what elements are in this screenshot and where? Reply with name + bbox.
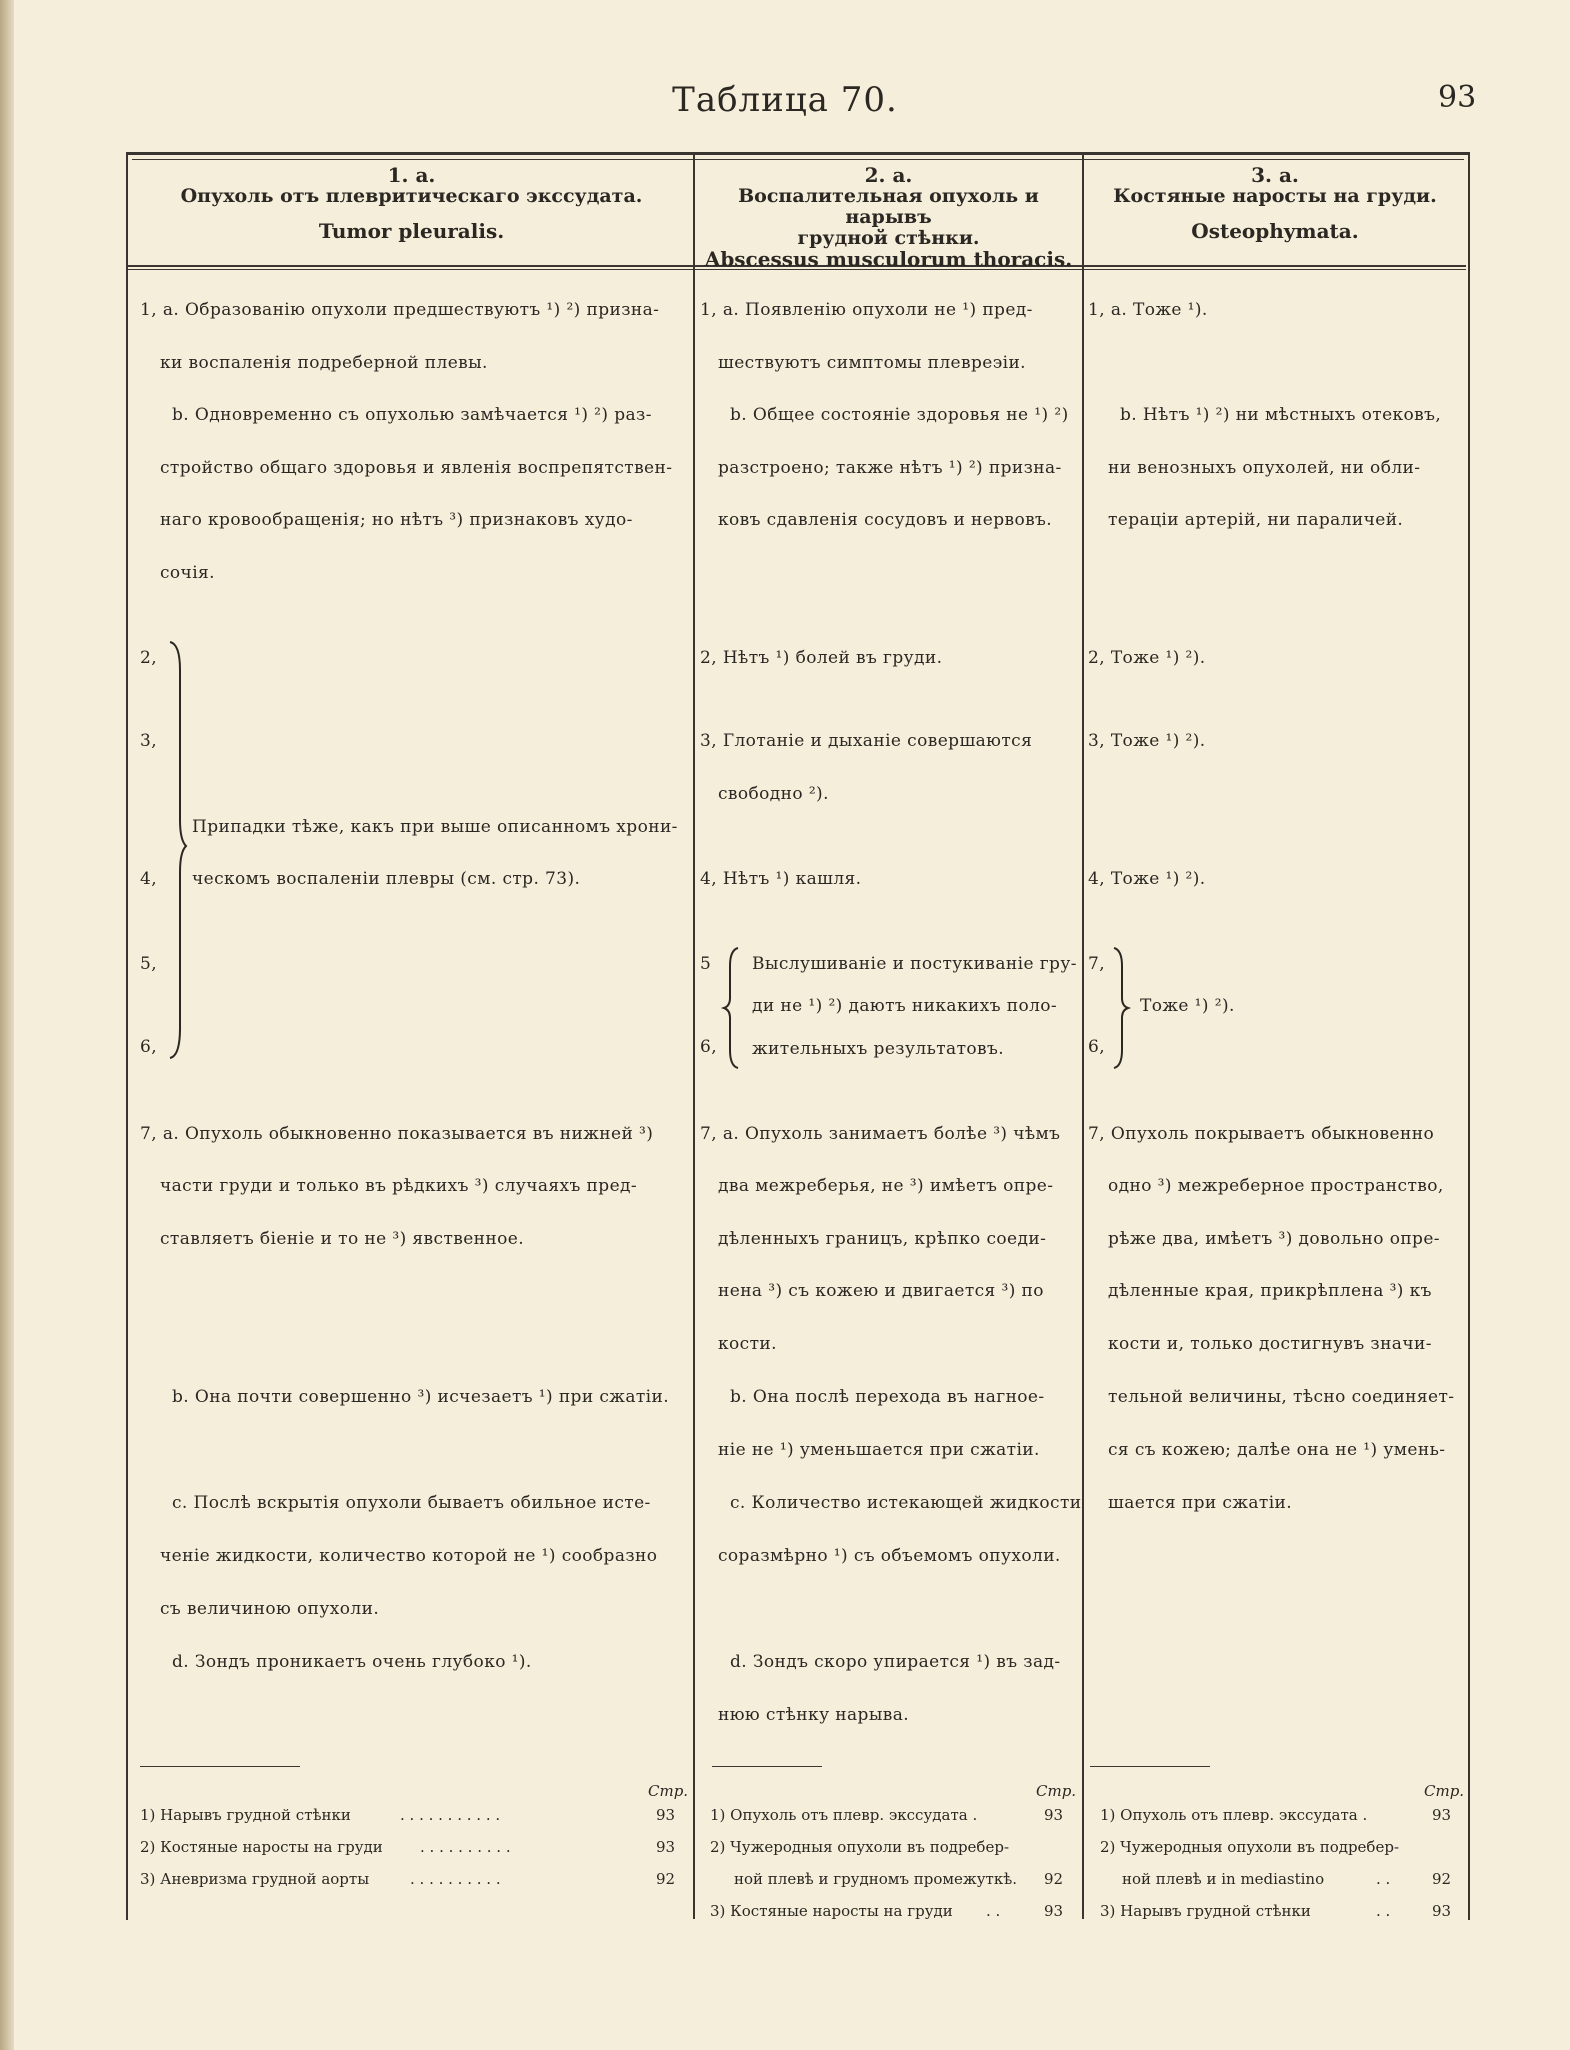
- col2-line: 7, а. Опухоль занимаетъ болѣе ³) чѣмъ: [700, 1124, 1061, 1144]
- col2-line: нюю стѣнку нарыва.: [718, 1705, 910, 1725]
- column-latin-title: Tumor pleuralis.: [318, 219, 505, 243]
- column-divider: [1082, 152, 1084, 1919]
- footnote-text: ной плевѣ и in mediastino: [1122, 1870, 1325, 1888]
- footnote-leader: . . . . . . . . . .: [420, 1838, 511, 1856]
- column-number: 3.: [1251, 163, 1272, 187]
- col1-item-number: 3,: [140, 731, 158, 751]
- page-number: 93: [1438, 80, 1477, 115]
- col3-line: дѣленные края, прикрѣплена ³) къ: [1108, 1281, 1432, 1301]
- col3-line: 2, Тоже ¹) ²).: [1088, 648, 1206, 668]
- footnote-text: 1) Нарывъ грудной стѣнки: [140, 1806, 351, 1824]
- page-title: Таблица 70.: [672, 80, 898, 120]
- col2-item-number: 6,: [700, 1037, 718, 1057]
- col1-line: d. Зондъ проникаетъ очень глубоко ¹).: [172, 1652, 532, 1672]
- page-ref-label: Стр.: [1424, 1782, 1465, 1800]
- footnote-text: 3) Нарывъ грудной стѣнки: [1100, 1902, 1311, 1920]
- book-spine-shadow: [0, 0, 14, 2050]
- col2-line: b. Общее состояніе здоровья не ¹) ²): [730, 405, 1069, 425]
- col3-brace-text: Тоже ¹) ²).: [1140, 996, 1235, 1016]
- column-header-3: [1084, 165, 1466, 261]
- col3-line: тельной величины, тѣсно соединяет-: [1108, 1387, 1455, 1407]
- footnote-text: 3) Аневризма грудной аорты: [140, 1870, 370, 1888]
- column-title: Костяные наросты на груди.: [1113, 185, 1437, 207]
- col3-line: 3, Тоже ¹) ²).: [1088, 731, 1206, 751]
- footnote-page: 92: [1044, 1870, 1064, 1888]
- column-latin-title: Osteophymata.: [1191, 219, 1359, 243]
- col1-line: части груди и только въ рѣдкихъ ³) случаяхъ пред-: [160, 1176, 638, 1196]
- footnote-page: 93: [1432, 1806, 1452, 1824]
- col3-line: 4, Тоже ¹) ²).: [1088, 869, 1206, 889]
- col1-line: b. Одновременно съ опухолью замѣчается ¹) ²) раз-: [172, 405, 652, 425]
- column-number: 1.: [387, 163, 409, 187]
- col3-line: шается при сжатіи.: [1108, 1493, 1293, 1513]
- col2-brace-text: Выслушиваніе и постукиваніе гру-: [752, 954, 1077, 974]
- col1-line: стройство общаго здоровья и явленія воспрепятствен-: [160, 458, 673, 478]
- footnote-leader: . .: [1376, 1902, 1391, 1920]
- col2-line: нена ³) съ кожею и двигается ³) по: [718, 1281, 1044, 1301]
- col1-line: ченіе жидкости, количество которой не ¹) сообразно: [160, 1546, 658, 1566]
- curly-brace-icon: [1110, 946, 1132, 1070]
- footnote-text: 2) Костяные наросты на груди: [140, 1838, 383, 1856]
- col1-line: ставляетъ біеніе и то не ³) явственное.: [160, 1229, 525, 1249]
- col2-line: ковъ сдавленія сосудовъ и нервовъ.: [718, 510, 1053, 530]
- col3-line: b. Нѣтъ ¹) ²) ни мѣстныхъ отековъ,: [1120, 405, 1442, 425]
- page-ref-label: Стр.: [648, 1782, 689, 1800]
- col2-line: шествуютъ симптомы плевреэіи.: [718, 353, 1026, 373]
- footnote-rule: [1090, 1766, 1210, 1767]
- curly-brace-icon: [720, 946, 742, 1070]
- footnote-leader: . .: [986, 1902, 1001, 1920]
- col1-item-number: 2,: [140, 648, 158, 668]
- col2-line: с. Количество истекающей жидкости: [730, 1493, 1082, 1513]
- footnote-text: 2) Чужеродныя опухоли въ подребер-: [710, 1838, 1010, 1856]
- footnote-text: ной плевѣ и грудномъ промежуткѣ.: [734, 1870, 1018, 1888]
- col3-line: тераціи артерій, ни параличей.: [1108, 510, 1404, 530]
- footnote-page: 93: [656, 1838, 676, 1856]
- col2-line: 1, а. Появленію опухоли не ¹) пред-: [700, 300, 1033, 320]
- col1-line: ки воспаленія подреберной плевы.: [160, 353, 488, 373]
- column-divider: [693, 152, 695, 1919]
- col2-line: свободно ²).: [718, 784, 829, 804]
- footnote-leader: . . . . . . . . . . .: [400, 1806, 501, 1824]
- col2-line: дѣленныхъ границъ, крѣпко соеди-: [718, 1229, 1047, 1249]
- footnote-leader: . . . . . . . . . .: [410, 1870, 501, 1888]
- col1-brace-text: ческомъ воспаленіи плевры (см. стр. 73).: [192, 869, 581, 889]
- col1-line: сочія.: [160, 563, 215, 583]
- col1-line: наго кровообращенія; но нѣтъ ³) признаковъ худо-: [160, 510, 633, 530]
- footnote-page: 93: [1044, 1902, 1064, 1920]
- col1-line: b. Она почти совершенно ³) исчезаетъ ¹) при сжатіи.: [172, 1387, 670, 1407]
- col3-line: 1, а. Тоже ¹).: [1088, 300, 1208, 320]
- col1-line: 7, а. Опухоль обыкновенно показывается въ нижней ³): [140, 1124, 654, 1144]
- col2-line: 4, Нѣтъ ¹) кашля.: [700, 869, 862, 889]
- column-letter: а.: [892, 163, 913, 187]
- col3-line: ни венозныхъ опухолей, ни обли-: [1108, 458, 1421, 478]
- col1-item-number: 6,: [140, 1037, 158, 1057]
- col2-line: 2, Нѣтъ ¹) болей въ груди.: [700, 648, 943, 668]
- col3-line: рѣже два, имѣетъ ³) довольно опре-: [1108, 1229, 1440, 1249]
- col2-line: кости.: [718, 1334, 777, 1354]
- footnote-text: 1) Опухоль отъ плевр. экссудата .: [710, 1806, 978, 1824]
- col2-line: разстроено; также нѣтъ ¹) ²) призна-: [718, 458, 1062, 478]
- footnote-page: 93: [1044, 1806, 1064, 1824]
- col2-line: b. Она послѣ перехода въ нагное-: [730, 1387, 1045, 1407]
- curly-brace-icon: [166, 640, 188, 1060]
- column-header-2: [695, 163, 1082, 271]
- footnote-text: 3) Костяные наросты на груди: [710, 1902, 953, 1920]
- col2-line: ніе не ¹) уменьшается при сжатіи.: [718, 1440, 1040, 1460]
- footnote-page: 93: [1432, 1902, 1452, 1920]
- col1-line: с. Послѣ вскрытія опухоли бываетъ обильное исте-: [172, 1493, 651, 1513]
- col2-line: d. Зондъ скоро упирается ¹) въ зад-: [730, 1652, 1061, 1672]
- page-ref-label: Стр.: [1036, 1782, 1077, 1800]
- column-title: Воспалительная опухоль и нарывъ: [738, 185, 1039, 228]
- col1-line: 1, а. Образованію опухоли предшествуютъ ¹) ²) призна-: [140, 300, 660, 320]
- column-header-1: [130, 165, 693, 261]
- column-number: 2.: [864, 163, 886, 187]
- footnote-page: 92: [1432, 1870, 1452, 1888]
- col2-brace-text: жительныхъ результатовъ.: [752, 1039, 1004, 1059]
- col2-line: два межреберья, не ³) имѣетъ опре-: [718, 1176, 1054, 1196]
- col2-line: соразмѣрно ¹) съ объемомъ опухоли.: [718, 1546, 1061, 1566]
- footnote-page: 92: [656, 1870, 676, 1888]
- col1-line: съ величиною опухоли.: [160, 1599, 380, 1619]
- col3-line: 7, Опухоль покрываетъ обыкновенно: [1088, 1124, 1435, 1144]
- footnote-page: 93: [656, 1806, 676, 1824]
- col3-item-number: 6,: [1088, 1037, 1106, 1057]
- footnote-rule: [140, 1766, 300, 1767]
- footnote-text: 2) Чужеродныя опухоли въ подребер-: [1100, 1838, 1400, 1856]
- col3-line: ся съ кожею; далѣе она не ¹) умень-: [1108, 1440, 1446, 1460]
- column-letter: а.: [415, 163, 436, 187]
- col3-line: кости и, только достигнувъ значи-: [1108, 1334, 1432, 1354]
- footnote-rule: [712, 1766, 822, 1767]
- col1-item-number: 4,: [140, 869, 158, 889]
- column-title: Опухоль отъ плевритическаго экссудата.: [180, 185, 643, 207]
- col1-item-number: 5,: [140, 954, 158, 974]
- col3-item-number: 7,: [1088, 954, 1106, 974]
- col2-line: 3, Глотаніе и дыханіе совершаются: [700, 731, 1033, 751]
- col3-line: одно ³) межреберное пространство,: [1108, 1176, 1444, 1196]
- footnote-leader: . .: [1376, 1870, 1391, 1888]
- column-latin-title: Abscessus musculorum thoracis.: [704, 247, 1073, 271]
- column-title: грудной стѣнки.: [797, 227, 980, 249]
- footnote-text: 1) Опухоль отъ плевр. экссудата .: [1100, 1806, 1368, 1824]
- col2-brace-text: ди не ¹) ²) даютъ никакихъ поло-: [752, 996, 1058, 1016]
- col1-brace-text: Припадки тѣже, какъ при выше описанномъ хрони-: [192, 817, 678, 837]
- col2-item-number: 5: [700, 954, 712, 974]
- column-letter: а.: [1278, 163, 1299, 187]
